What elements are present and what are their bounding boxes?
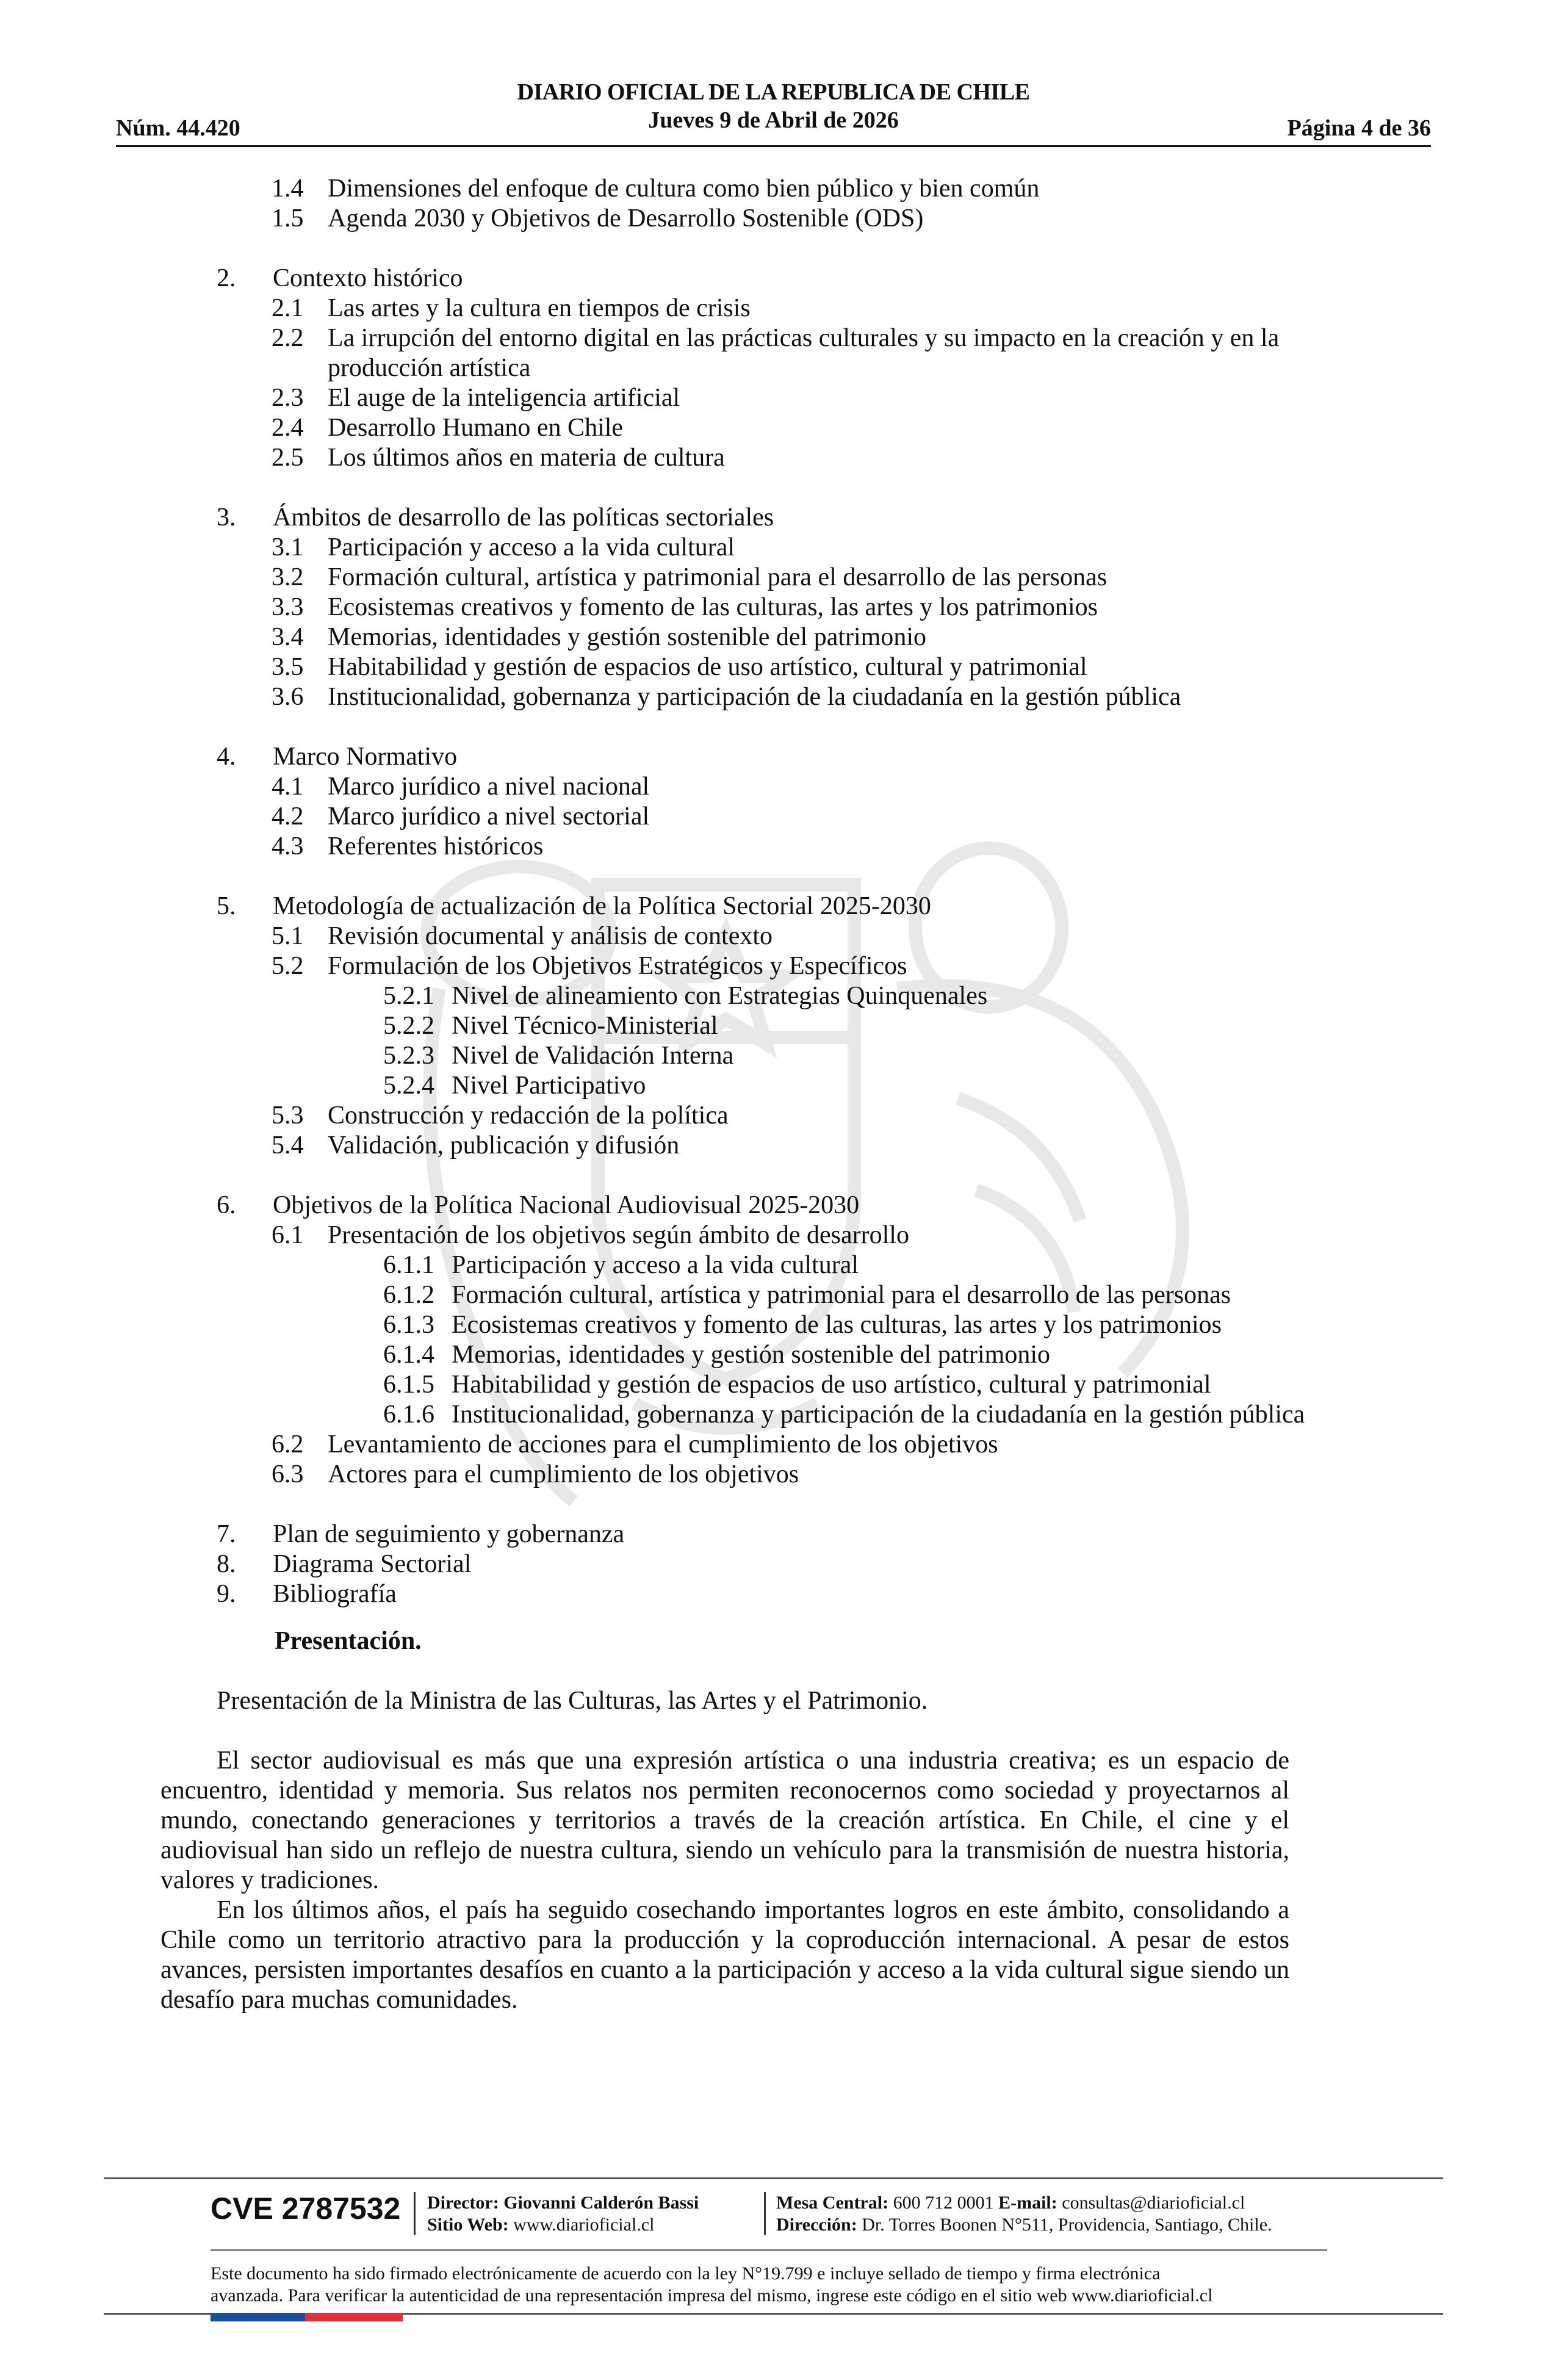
toc-number: 4.2	[272, 802, 304, 831]
issue-number: Núm. 44.420	[116, 115, 240, 141]
phone-number: 600 712 0001	[893, 2193, 994, 2213]
toc-subitem	[217, 1370, 1339, 1400]
toc-item	[217, 832, 1339, 862]
toc-section	[217, 742, 1339, 772]
toc-item	[217, 1430, 1339, 1460]
toc-number: 5.4	[272, 1131, 304, 1159]
toc-text: Memorias, identidades y gestión sostenible del patrimonio	[452, 1341, 1050, 1369]
toc-text: Plan de seguimiento y gobernanza	[273, 1520, 625, 1548]
toc-item	[217, 652, 1339, 682]
cve-code: CVE 2787532	[211, 2191, 401, 2226]
header-rule	[116, 145, 1431, 147]
website-link[interactable]: www.diarioficial.cl	[513, 2215, 655, 2235]
toc-text: Diagrama Sectorial	[273, 1550, 472, 1578]
toc-section	[217, 503, 1339, 533]
toc-text: Metodología de actualización de la Política Sectorial 2025-2030	[273, 892, 931, 920]
toc-text: Participación y acceso a la vida cultural	[328, 533, 735, 561]
toc-number: 6.1.1	[383, 1251, 434, 1279]
toc-number: 5.1	[272, 922, 304, 950]
toc-number: 4.	[217, 743, 236, 771]
toc-number: 5.2.3	[383, 1042, 434, 1070]
toc-number: 5.3	[272, 1102, 304, 1130]
toc-text: Nivel Técnico-Ministerial	[452, 1012, 718, 1040]
toc-number: 5.2.2	[383, 1012, 434, 1040]
toc-text: Dimensiones del enfoque de cultura como bien público y bien común	[328, 175, 1040, 203]
toc-subitem	[217, 981, 1339, 1011]
footer-separator	[764, 2192, 766, 2235]
disclaimer-line: avanzada. Para verificar la autenticidad de una representación impresa del mismo, ingrese este código en el sitio web www.diarioficial.cl	[211, 2285, 1213, 2306]
toc-item	[217, 323, 1339, 383]
page-header	[116, 73, 1431, 145]
toc-section	[217, 1579, 1339, 1609]
toc-number: 5.2.1	[383, 982, 434, 1010]
body-paragraph: En los últimos años, el país ha seguido cosechando importantes logros en este ámbito, consolidando a Chile como un territorio atractivo para la producción y la coproducción internacional. A pesar de estos avances, persisten importantes desafíos en cuanto a la participación y acceso a la vida cultural sigue siendo un desafío para muchas comunidades.	[160, 1896, 1289, 2014]
toc-text: Formulación de los Objetivos Estratégicos y Específicos	[328, 952, 907, 980]
toc-item	[217, 174, 1339, 204]
toc-item	[217, 294, 1339, 323]
toc-item	[217, 1101, 1339, 1131]
toc-text: Marco jurídico a nivel nacional	[328, 773, 650, 801]
toc-subitem	[217, 1340, 1339, 1370]
toc-number: 6.1.4	[383, 1341, 434, 1369]
footer-director-block	[427, 2192, 699, 2236]
toc-text: Marco Normativo	[273, 743, 458, 771]
toc-subitem	[217, 1400, 1339, 1430]
document-body	[160, 174, 1339, 2015]
toc-subitem	[217, 1011, 1339, 1041]
toc-item	[217, 951, 1339, 981]
toc-number: 5.2.4	[383, 1072, 434, 1100]
footer-separator	[414, 2192, 416, 2235]
toc-item	[217, 1221, 1339, 1250]
toc-number: 3.4	[272, 623, 304, 651]
toc-subitem	[217, 1280, 1339, 1310]
toc-subitem	[217, 1310, 1339, 1340]
toc-number: 6.	[217, 1191, 236, 1219]
toc-section	[217, 1549, 1339, 1579]
toc-item	[217, 593, 1339, 622]
toc-text: Desarrollo Humano en Chile	[328, 414, 624, 442]
toc-section	[217, 264, 1339, 294]
footer-rule-top	[104, 2177, 1443, 2179]
toc-text: Nivel de alineamiento con Estrategias Quinquenales	[452, 982, 988, 1010]
toc-text: Institucionalidad, gobernanza y participación de la ciudadanía en la gestión pública	[328, 683, 1181, 711]
toc-text: Los últimos años en materia de cultura	[328, 444, 725, 472]
toc-text: Nivel Participativo	[452, 1072, 646, 1100]
issue-date: Jueves 9 de Abril de 2026	[648, 107, 899, 133]
toc-subitem	[217, 1041, 1339, 1071]
toc-number: 5.	[217, 892, 236, 920]
toc-number: 1.4	[272, 175, 304, 203]
director-label: Director:	[427, 2193, 499, 2213]
toc-text: Levantamiento de acciones para el cumplimiento de los objetivos	[328, 1430, 998, 1459]
director-name: Giovanni Calderón Bassi	[503, 2193, 699, 2213]
toc-number: 6.1.5	[383, 1371, 434, 1399]
toc-text: Ámbitos de desarrollo de las políticas sectoriales	[273, 503, 774, 532]
toc-section	[217, 1191, 1339, 1221]
section-subtitle: Presentación de la Ministra de las Culturas, las Artes y el Patrimonio.	[217, 1687, 928, 1715]
toc-section	[217, 1520, 1339, 1549]
toc-number: 4.1	[272, 773, 304, 801]
toc-text: Actores para el cumplimiento de los objetivos	[328, 1460, 799, 1488]
toc-text: Institucionalidad, gobernanza y participación de la ciudadanía en la gestión pública	[452, 1401, 1305, 1429]
email-label: E-mail:	[998, 2193, 1057, 2213]
toc-text: Construcción y redacción de la política	[328, 1102, 729, 1130]
flag-stripe-red	[305, 2313, 403, 2321]
toc-text: Presentación de los objetivos según ámbito de desarrollo	[328, 1221, 909, 1249]
toc-text: Revisión documental y análisis de contexto	[328, 922, 773, 950]
toc-text: Memorias, identidades y gestión sostenible del patrimonio	[328, 623, 926, 651]
toc-item	[217, 802, 1339, 832]
footer-contact-block	[776, 2192, 1272, 2236]
toc-item	[217, 1131, 1339, 1161]
toc-number: 7.	[217, 1520, 236, 1548]
toc-item	[217, 204, 1339, 234]
disclaimer-line: Este documento ha sido firmado electrónicamente de acuerdo con la ley N°19.799 e incluye sellado de tiempo y firma electrónica	[211, 2263, 1161, 2284]
toc-number: 3.3	[272, 593, 304, 621]
toc-subitem	[217, 1071, 1339, 1101]
toc-text: Las artes y la cultura en tiempos de crisis	[328, 294, 751, 322]
masthead	[116, 78, 1431, 134]
toc-number: 5.2	[272, 952, 304, 980]
email-link[interactable]: consultas@diarioficial.cl	[1062, 2193, 1245, 2213]
toc-text: Agenda 2030 y Objetivos de Desarrollo Sostenible (ODS)	[328, 204, 924, 233]
toc-item	[217, 443, 1339, 473]
toc-number: 6.1.6	[383, 1401, 434, 1429]
toc-number: 3.6	[272, 683, 304, 711]
toc-text: Formación cultural, artística y patrimonial para el desarrollo de las personas	[328, 563, 1108, 591]
toc-text: Ecosistemas creativos y fomento de las culturas, las artes y los patrimonios	[328, 593, 1098, 621]
body-paragraph: El sector audiovisual es más que una expresión artística o una industria creativa; es un espacio de encuentro, identidad y memoria. Sus relatos nos permiten reconocernos como sociedad y proyectarnos al mundo, conectando generaciones y territorios a través de la creación artística. En Chile, el cine y el audiovisual han sido un reflejo de nuestra cultura, siendo un vehículo para la transmisión de nuestra historia, valores y tradiciones.	[160, 1747, 1289, 1894]
toc-item	[217, 413, 1339, 443]
toc-number: 2.1	[272, 294, 304, 322]
toc-text: Nivel de Validación Interna	[452, 1042, 734, 1070]
toc-text: Referentes históricos	[328, 832, 544, 860]
toc-text: Participación y acceso a la vida cultural	[452, 1251, 859, 1279]
flag-stripe-blue	[211, 2313, 305, 2321]
toc-text: Marco jurídico a nivel sectorial	[328, 802, 650, 831]
toc-item	[217, 772, 1339, 802]
toc-subitem	[217, 1250, 1339, 1280]
website-label: Sitio Web:	[427, 2215, 509, 2235]
toc-number: 3.	[217, 503, 236, 532]
toc-number: 1.5	[272, 204, 304, 233]
toc-text: Ecosistemas creativos y fomento de las culturas, las artes y los patrimonios	[452, 1311, 1222, 1339]
toc-item	[217, 622, 1339, 652]
newspaper-title: DIARIO OFICIAL DE LA REPUBLICA DE CHILE	[517, 79, 1030, 105]
toc-number: 4.3	[272, 832, 304, 860]
toc-text: Habitabilidad y gestión de espacios de uso artístico, cultural y patrimonial	[328, 653, 1087, 681]
toc-text: Validación, publicación y difusión	[328, 1131, 680, 1159]
toc-number: 2.4	[272, 414, 304, 442]
toc-number: 6.1.2	[383, 1281, 434, 1309]
footer-rule-middle	[211, 2249, 1327, 2251]
toc-number: 9.	[217, 1580, 236, 1608]
toc-number: 8.	[217, 1550, 236, 1578]
toc-item	[217, 563, 1339, 593]
toc-number: 3.1	[272, 533, 304, 561]
address-label: Dirección:	[776, 2215, 857, 2235]
phone-label: Mesa Central:	[776, 2193, 889, 2213]
toc-number: 6.3	[272, 1460, 304, 1488]
toc-number: 6.1	[272, 1221, 304, 1249]
toc-number: 2.2	[272, 324, 304, 352]
toc-item	[217, 383, 1339, 413]
toc-item	[217, 682, 1339, 712]
toc-text: La irrupción del entorno digital en las prácticas culturales y su impacto en la creación y en la producción artística	[328, 324, 1280, 382]
toc-number: 2.	[217, 264, 236, 292]
toc-number: 2.3	[272, 384, 304, 412]
toc-number: 6.1.3	[383, 1311, 434, 1339]
toc-number: 6.2	[272, 1430, 304, 1459]
toc-item	[217, 1460, 1339, 1490]
page-number: Página 4 de 36	[1287, 115, 1431, 141]
toc-text: Contexto histórico	[273, 264, 463, 292]
toc-item	[217, 533, 1339, 563]
section-heading: Presentación.	[275, 1627, 422, 1655]
toc-text: Habitabilidad y gestión de espacios de uso artístico, cultural y patrimonial	[452, 1371, 1211, 1399]
toc-text: Bibliografía	[273, 1580, 397, 1608]
toc-text: Objetivos de la Política Nacional Audiovisual 2025-2030	[273, 1191, 860, 1219]
toc-item	[217, 921, 1339, 951]
toc-text: Formación cultural, artística y patrimonial para el desarrollo de las personas	[452, 1281, 1231, 1309]
signature-disclaimer	[211, 2263, 1327, 2307]
toc-text: El auge de la inteligencia artificial	[328, 384, 680, 412]
address-text: Dr. Torres Boonen N°511, Providencia, Santiago, Chile.	[862, 2215, 1272, 2235]
toc-number: 3.2	[272, 563, 304, 591]
toc-number: 2.5	[272, 444, 304, 472]
toc-section	[217, 892, 1339, 921]
toc-number: 3.5	[272, 653, 304, 681]
